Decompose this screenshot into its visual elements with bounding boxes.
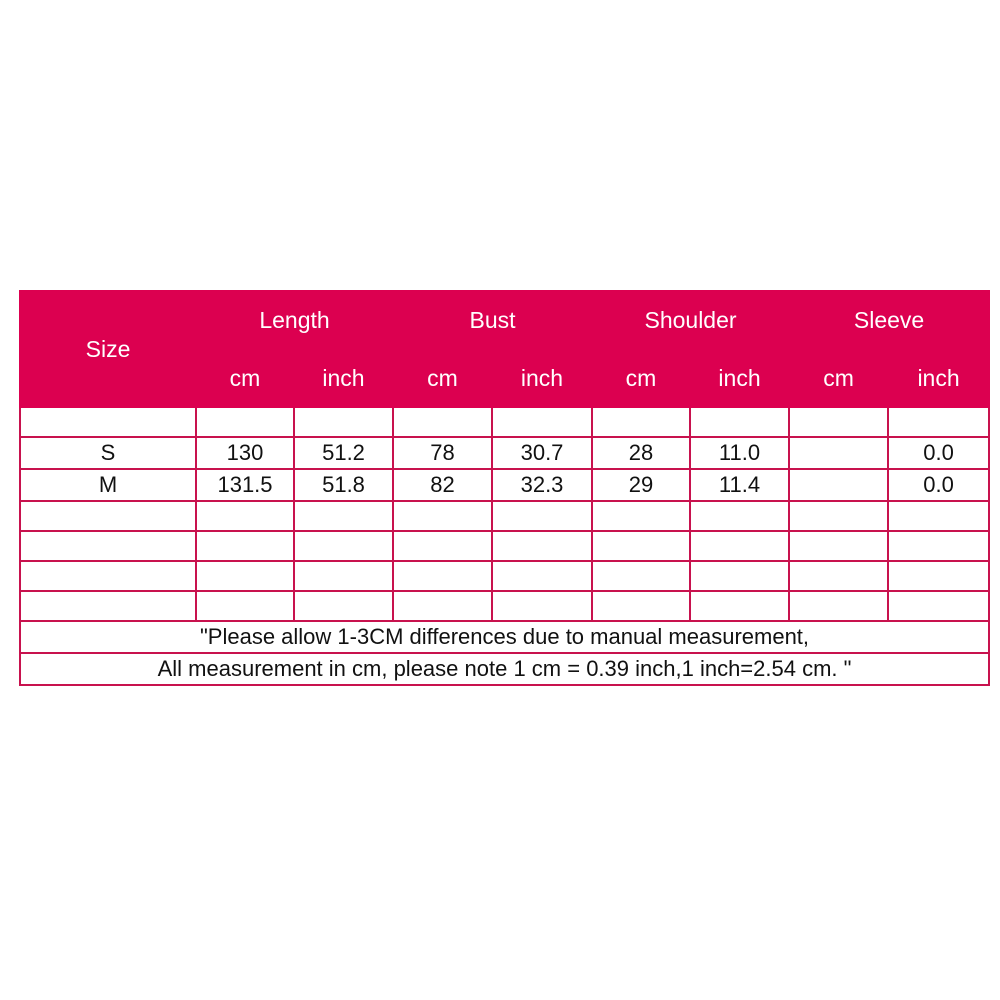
empty-row	[20, 501, 989, 531]
unit-length-cm: cm	[196, 349, 294, 407]
header-size: Size	[20, 291, 196, 407]
empty-row	[20, 407, 989, 437]
unit-length-inch: inch	[294, 349, 393, 407]
empty-row	[20, 591, 989, 621]
row-bust-cm: 82	[393, 469, 492, 501]
note-row	[20, 653, 989, 685]
unit-bust-cm: cm	[393, 349, 492, 407]
row-length-cm: 130	[196, 437, 294, 469]
row-sleeve-inch: 0.0	[888, 469, 989, 501]
unit-shoulder-inch: inch	[690, 349, 789, 407]
row-bust-cm: 78	[393, 437, 492, 469]
row-shoulder-inch: 11.4	[690, 469, 789, 501]
row-bust-inch: 30.7	[492, 437, 592, 469]
row-length-cm: 131.5	[196, 469, 294, 501]
row-sleeve-cm	[789, 437, 888, 469]
unit-bust-inch: inch	[492, 349, 592, 407]
row-sleeve-inch: 0.0	[888, 437, 989, 469]
unit-sleeve-cm: cm	[789, 349, 888, 407]
empty-row	[20, 531, 989, 561]
table-row	[20, 469, 989, 501]
measurement-note-line-1: "Please allow 1-3CM differences due to manual measurement,	[20, 621, 989, 653]
row-shoulder-cm: 28	[592, 437, 690, 469]
row-length-inch: 51.8	[294, 469, 393, 501]
size-chart-body	[20, 407, 989, 685]
header-bust: Bust	[393, 291, 592, 349]
size-chart-table	[19, 290, 990, 686]
header-sleeve: Sleeve	[789, 291, 989, 349]
row-shoulder-cm: 29	[592, 469, 690, 501]
row-bust-inch: 32.3	[492, 469, 592, 501]
row-size: M	[20, 469, 196, 501]
header-shoulder: Shoulder	[592, 291, 789, 349]
row-size: S	[20, 437, 196, 469]
size-chart-header	[20, 291, 989, 407]
note-row	[20, 621, 989, 653]
row-length-inch: 51.2	[294, 437, 393, 469]
empty-row	[20, 561, 989, 591]
header-group-row	[20, 291, 989, 349]
table-row	[20, 437, 989, 469]
unit-shoulder-cm: cm	[592, 349, 690, 407]
header-length: Length	[196, 291, 393, 349]
row-shoulder-inch: 11.0	[690, 437, 789, 469]
row-sleeve-cm	[789, 469, 888, 501]
measurement-note-line-2: All measurement in cm, please note 1 cm = 0.39 inch,1 inch=2.54 cm. "	[20, 653, 989, 685]
unit-sleeve-inch: inch	[888, 349, 989, 407]
